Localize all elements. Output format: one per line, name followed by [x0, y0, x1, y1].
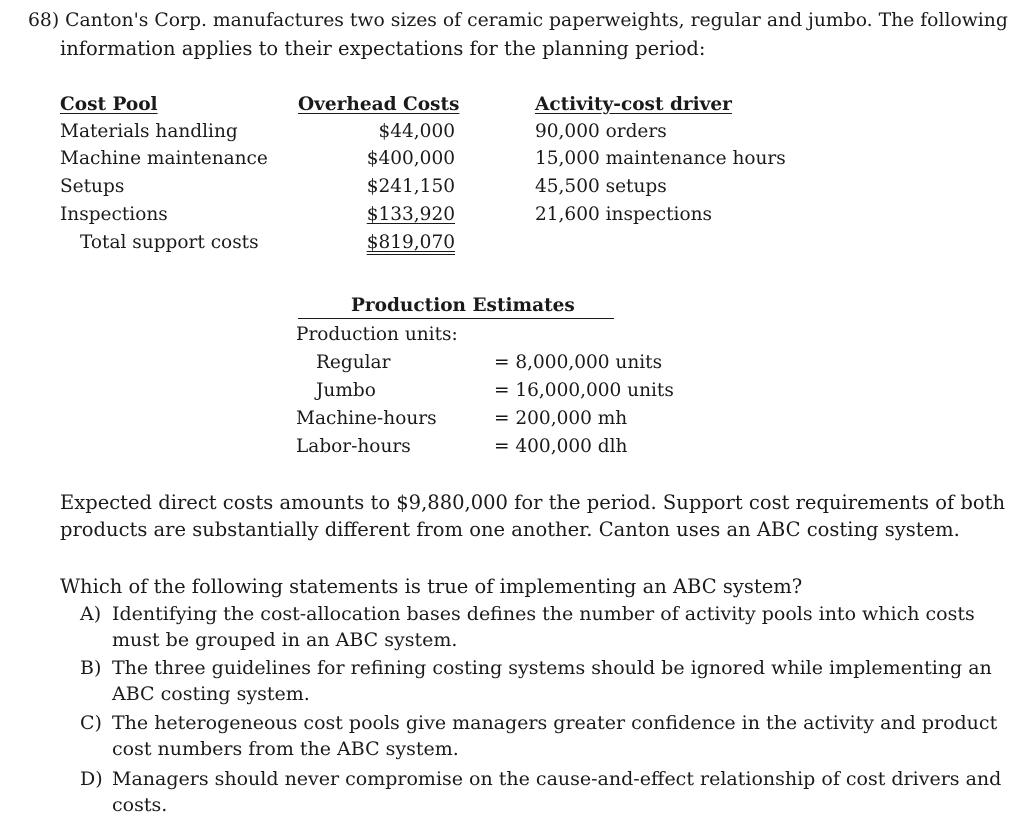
- option-b[interactable]: [80, 655, 1000, 707]
- option-d-letter: D): [80, 768, 103, 790]
- production-row-jumbo-value: = 16,000,000 units: [494, 380, 674, 401]
- production-row-regular-label: Regular: [316, 352, 391, 373]
- cost-pool-setups: Setups: [60, 176, 125, 197]
- driver-inspections: 21,600 inspections: [535, 204, 712, 225]
- option-d[interactable]: [80, 766, 1000, 818]
- paragraph-line-2: products are substantially different from one another. Canton uses an ABC costing system.: [60, 518, 960, 541]
- total-support-costs-label: Total support costs: [80, 232, 259, 253]
- option-c-line-2: cost numbers from the ABC system.: [112, 738, 459, 760]
- option-a[interactable]: [80, 601, 1000, 653]
- question-line-2: information applies to their expectations for the planning period:: [60, 37, 706, 60]
- option-b-line-1: The three guidelines for refining costing systems should be ignored while implementing an: [112, 657, 992, 679]
- activity-cost-driver-header: Activity-cost driver: [535, 94, 732, 115]
- option-b-letter: B): [80, 657, 102, 679]
- total-support-costs-value: $819,070: [366, 232, 455, 253]
- option-d-line-1: Managers should never compromise on the cause-and-effect relationship of cost drivers and: [112, 768, 1002, 790]
- overhead-cost-setups: $241,150: [366, 176, 455, 197]
- question-line-1: 68) Canton's Corp. manufactures two sizes of ceramic paperweights, regular and jumbo. The following: [28, 10, 1008, 31]
- overhead-cost-inspections: $133,920: [366, 204, 455, 225]
- cost-pool-materials-handling: Materials handling: [60, 121, 238, 142]
- option-c-line-1: The heterogeneous cost pools give managers greater confidence in the activity and product: [112, 712, 998, 734]
- production-row-regular-value: = 8,000,000 units: [494, 352, 663, 373]
- production-row-machine-hours-value: = 200,000 mh: [494, 408, 628, 429]
- option-a-letter: A): [80, 603, 102, 625]
- driver-setups: 45,500 setups: [535, 176, 667, 197]
- production-row-machine-hours-label: Machine-hours: [296, 408, 437, 429]
- overhead-cost-machine-maintenance: $400,000: [366, 148, 455, 169]
- cost-pool-machine-maintenance: Machine maintenance: [60, 148, 268, 169]
- driver-materials-handling: 90,000 orders: [535, 121, 667, 142]
- cost-pool-inspections: Inspections: [60, 204, 168, 225]
- option-c[interactable]: [80, 710, 1000, 762]
- paragraph-line-1: Expected direct costs amounts to $9,880,000 for the period. Support cost requirements of both: [60, 491, 1006, 514]
- overhead-costs-header: Overhead Costs: [298, 94, 460, 115]
- production-estimates-rule: [298, 318, 614, 319]
- option-b-line-2: ABC costing system.: [112, 683, 310, 705]
- overhead-cost-materials-handling: $44,000: [378, 121, 455, 142]
- question-prompt: Which of the following statements is true of implementing an ABC system?: [60, 575, 803, 598]
- production-row-labor-hours-value: = 400,000 dlh: [494, 436, 628, 457]
- production-row-jumbo-label: Jumbo: [316, 380, 376, 401]
- production-estimates-title: Production Estimates: [351, 295, 575, 316]
- cost-pool-header: Cost Pool: [60, 94, 158, 115]
- production-units-label: Production units:: [296, 324, 458, 345]
- option-c-letter: C): [80, 712, 102, 734]
- driver-machine-maintenance: 15,000 maintenance hours: [535, 148, 786, 169]
- option-d-line-2: costs.: [112, 794, 168, 816]
- option-a-line-2: must be grouped in an ABC system.: [112, 629, 458, 651]
- production-row-labor-hours-label: Labor-hours: [296, 436, 411, 457]
- option-a-line-1: Identifying the cost-allocation bases defines the number of activity pools into which costs: [112, 603, 975, 625]
